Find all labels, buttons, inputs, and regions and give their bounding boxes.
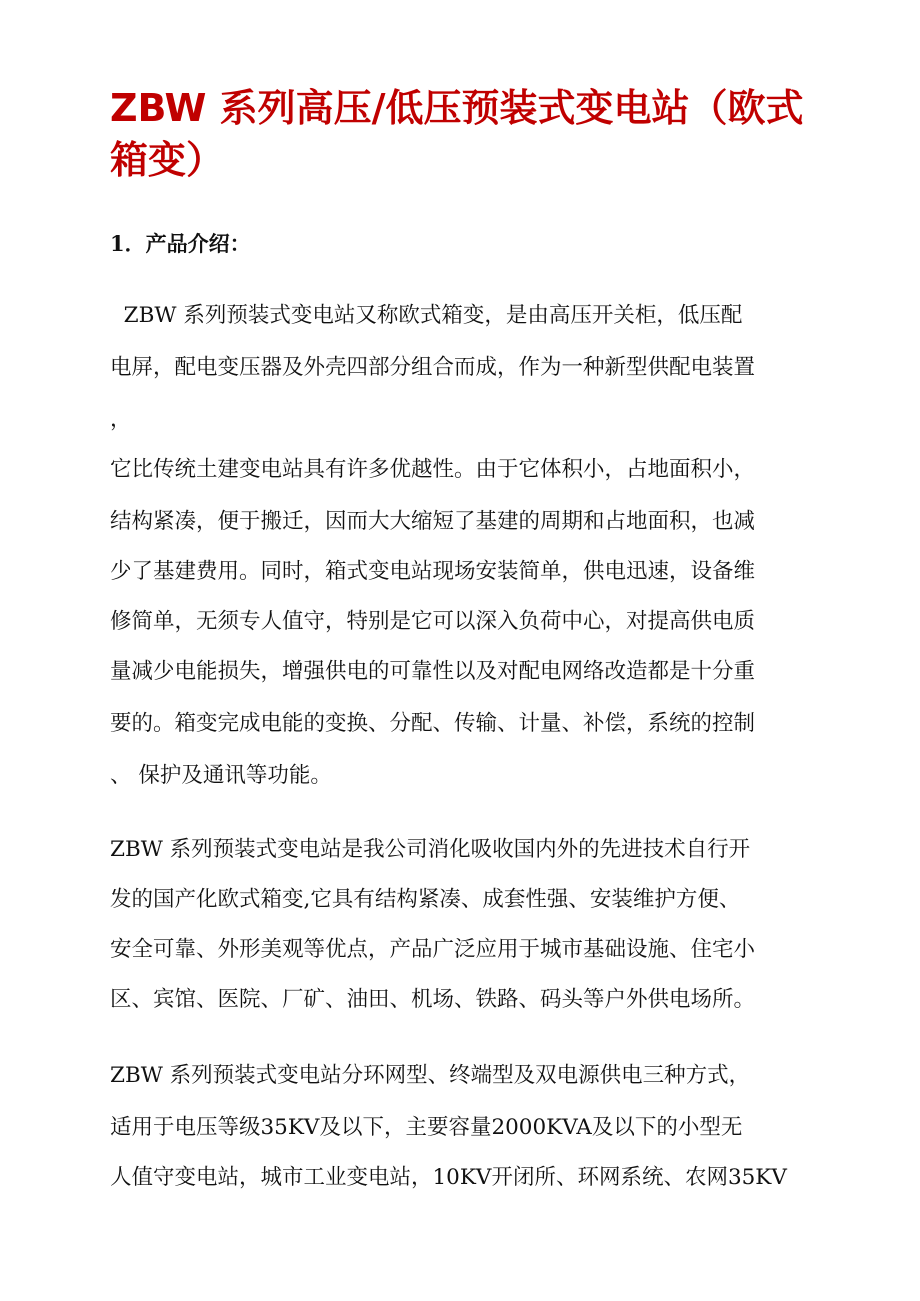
paragraph-line: ZBW 系列预装式变电站又称欧式箱变，是由高压开关柜，低压配 [110, 303, 743, 328]
document-title: ZBW 系列高压/低压预装式变电站（欧式箱变） [110, 86, 804, 182]
paragraph-line: 区、宾馆、医院、厂矿、油田、机场、铁路、码头等户外供电场所。 [110, 987, 756, 1012]
paragraph-line: 要的。箱变完成电能的变换、分配、传输、计量、补偿，系统的控制 [110, 711, 756, 736]
paragraph-line: ， [110, 407, 132, 432]
paragraph-line: 适用于电压等级35KV及以下，主要容量2000KVA及以下的小型无 [110, 1115, 743, 1140]
paragraph-line: 发的国产化欧式箱变,它具有结构紧凑、成套性强、安装维护方便、 [110, 887, 741, 912]
paragraph-line: 修简单，无须专人值守，特别是它可以深入负荷中心，对提高供电质 [110, 609, 756, 634]
paragraph-line: ZBW 系列预装式变电站分环网型、终端型及双电源供电三种方式， [110, 1063, 751, 1088]
paragraph-line: 安全可靠、外形美观等优点，产品广泛应用于城市基础设施、住宅小 [110, 937, 756, 962]
paragraph-line: 少了基建费用。同时，箱式变电站现场安装简单，供电迅速，设备维 [110, 559, 756, 584]
paragraph-line: 电屏，配电变压器及外壳四部分组合而成，作为一种新型供配电装置 [110, 355, 756, 380]
paragraph-line: 、 保护及通讯等功能。 [110, 763, 332, 788]
paragraph-line: 人值守变电站，城市工业变电站，10KV开闭所、环网系统、农网35KV [110, 1165, 787, 1190]
paragraph-line: 量减少电能损失，增强供电的可靠性以及对配电网络改造都是十分重 [110, 659, 756, 684]
paragraph-line: 结构紧凑，便于搬迁，因而大大缩短了基建的周期和占地面积，也减 [110, 509, 756, 534]
section-heading: 1．产品介绍： [110, 231, 251, 256]
paragraph-line: ZBW 系列预装式变电站是我公司消化吸收国内外的先进技术自行开 [110, 837, 751, 862]
paragraph-line: 它比传统土建变电站具有许多优越性。由于它体积小，占地面积小， [110, 457, 756, 482]
